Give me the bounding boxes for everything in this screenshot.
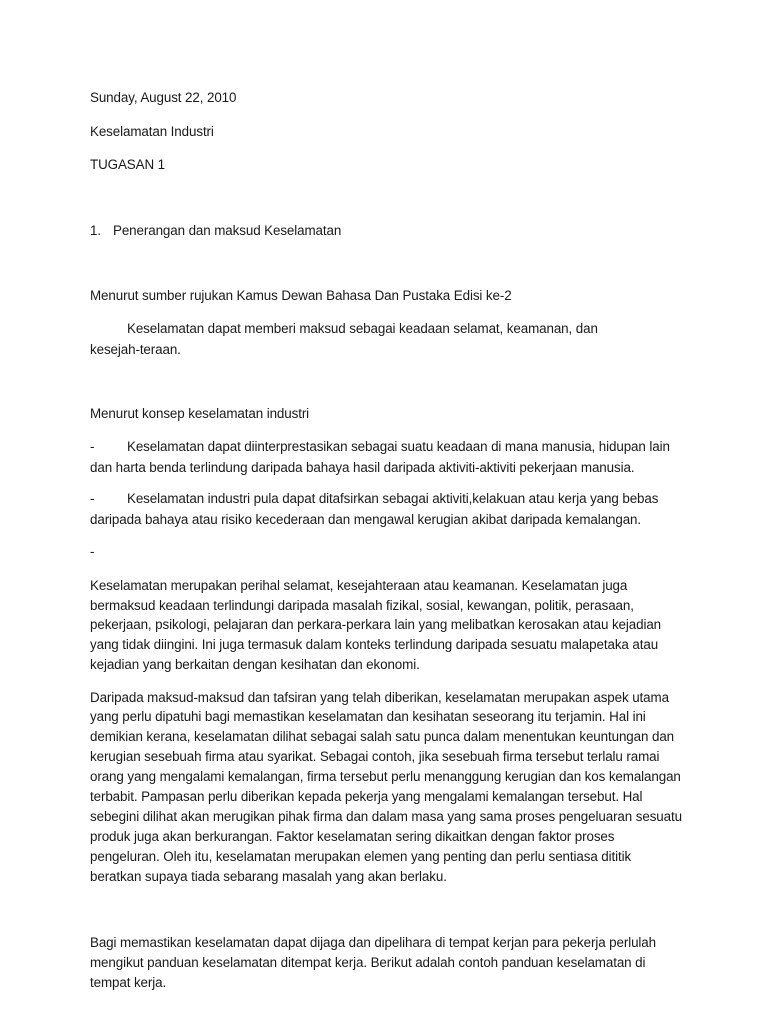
paragraph-line: orang yang mengalami kemalangan, firma tersebut perlu menanggung kerugian dan kos kemalangan <box>90 769 681 784</box>
paragraph-line: pekerjaan, psikologi, pelajaran dan perkara-perkara lain yang melibatkan kerosakan atau kejadian <box>90 617 662 632</box>
definition-line: Keselamatan dapat memberi maksud sebagai keadaan selamat, keamanan, dan <box>127 321 598 336</box>
paragraph-line: terbabit. Pampasan perlu diberikan kepada pekerja yang mengalami kemalangan tersebut. Hal <box>90 789 643 804</box>
paragraph-line: beratkan supaya tiada sebarang masalah yang akan berlaku. <box>90 869 447 884</box>
paragraph-line: demikian kerana, keselamatan dilihat sebagai salah satu punca dalam menentukan keuntungan dan <box>90 729 675 744</box>
bullet-line: Keselamatan industri pula dapat ditafsirkan sebagai aktiviti,kelakuan atau kerja yang bebas <box>127 491 659 506</box>
paragraph-line: yang tidak diingini. Ini juga termasuk dalam konteks terlindung daripada sesuatu malapetaka atau <box>90 637 659 652</box>
bullet-line: Keselamatan dapat diinterprestasikan sebagai suatu keadaan di mana manusia, hidupan lain <box>127 439 670 454</box>
bullet-line: dan harta benda terlindung daripada bahaya hasil daripada aktiviti-aktiviti pekerjaan manusia. <box>90 460 635 475</box>
document-date: Sunday, August 22, 2010 <box>90 90 237 105</box>
paragraph-line: Daripada maksud-maksud dan tafsiran yang telah diberikan, keselamatan merupakan aspek utama <box>90 690 669 705</box>
paragraph-line: Keselamatan merupakan perihal selamat, kesejahteraan atau keamanan. Keselamatan juga <box>90 578 628 593</box>
bullet-marker: - <box>90 439 95 454</box>
reference-intro: Menurut sumber rujukan Kamus Dewan Bahasa Dan Pustaka Edisi ke-2 <box>90 288 512 303</box>
bullet-line: daripada bahaya atau risiko kecederaan dan mengawal kerugian akibat daripada kemalangan. <box>90 512 642 527</box>
paragraph-line: tempat kerja. <box>90 975 167 990</box>
section-title: Penerangan dan maksud Keselamatan <box>113 223 342 238</box>
assignment-title: TUGASAN 1 <box>90 157 165 172</box>
paragraph-line: kerugian sesebuah firma atau syarikat. Sebagai contoh, jika sesebuah firma tersebut terlalu ramai <box>90 749 660 764</box>
paragraph-line: kejadian yang berkaitan dengan kesihatan dan ekonomi. <box>90 657 420 672</box>
concept-intro: Menurut konsep keselamatan industri <box>90 406 310 421</box>
paragraph-line: Bagi memastikan keselamatan dapat dijaga dan dipelihara di tempat kerjan para pekerja perlulah <box>90 935 657 950</box>
empty-bullet-marker: - <box>90 544 95 559</box>
bullet-marker: - <box>90 491 95 506</box>
paragraph-line: bermaksud keadaan terlindungi daripada masalah fizikal, sosial, kewangan, politik, perasaan, <box>90 598 634 613</box>
paragraph-line: pengeluran. Oleh itu, keselamatan merupakan elemen yang penting dan perlu sentiasa dititik <box>90 849 632 864</box>
paragraph-line: sebegini dilihat akan merugikan pihak firma dan dalam masa yang sama proses pengeluaran sesuatu <box>90 809 682 824</box>
paragraph-line: mengikut panduan keselamatan ditempat kerja. Berikut adalah contoh panduan keselamatan di <box>90 955 646 970</box>
paragraph-line: yang perlu dipatuhi bagi memastikan keselamatan dan kesihatan seseorang itu terjamin. Hal ini <box>90 709 646 724</box>
paragraph-line: produk juga akan berkurangan. Faktor keselamatan sering dikaitkan dengan faktor proses <box>90 829 615 844</box>
section-number: 1. <box>90 223 101 238</box>
document-subject: Keselamatan Industri <box>90 124 214 139</box>
definition-line: kesejah-teraan. <box>90 342 181 357</box>
